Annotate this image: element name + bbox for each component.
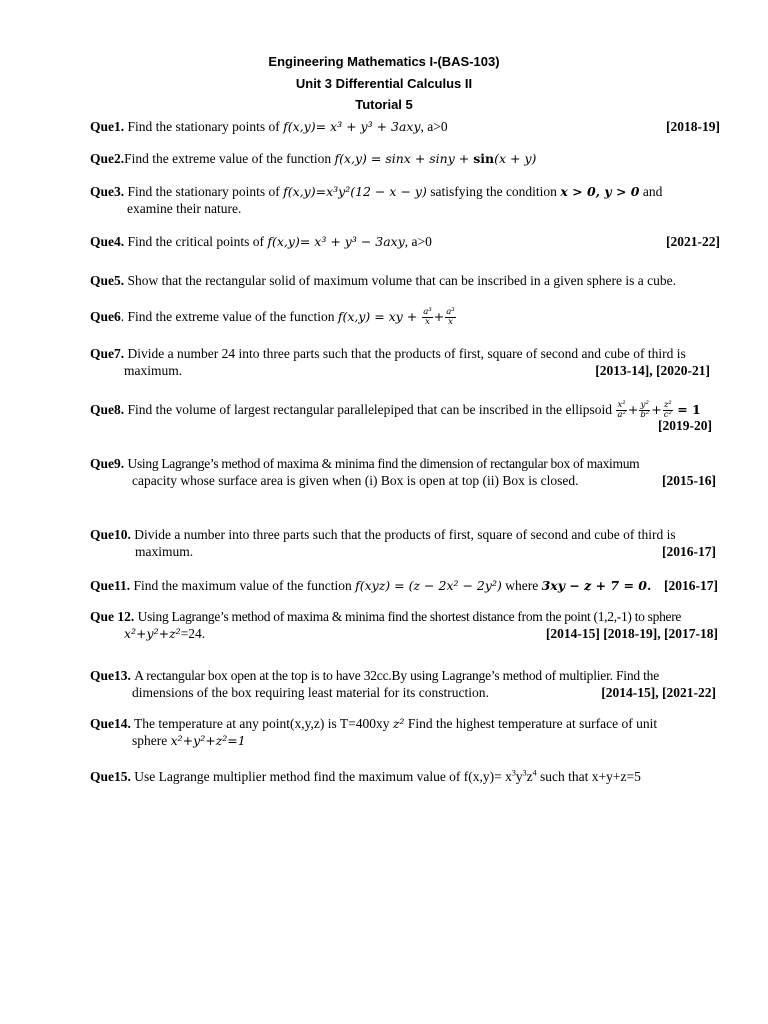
- question-text: Find the stationary points of: [127, 119, 280, 134]
- question-text: Find the stationary points of: [127, 184, 280, 199]
- question-text-after: Find the highest temperature at surface of unit: [404, 716, 658, 731]
- question-5: [90, 272, 720, 289]
- question-14: [90, 715, 720, 749]
- question-label: Que13.: [90, 668, 131, 683]
- question-label: Que6: [90, 309, 121, 324]
- question-math-after: (x + y): [494, 151, 537, 166]
- question-11: [90, 577, 720, 594]
- plus-sign: +: [433, 309, 445, 324]
- question-text: Using Lagrange’s method of maxima & minima find the shortest distance from the point (1,2,-1) to sphere: [137, 609, 682, 624]
- question-3: [90, 183, 720, 217]
- year-tag: [2014-15] [2018-19], [2017-18]: [545, 626, 718, 641]
- question-8: [90, 397, 720, 433]
- question-continuation: maximum.: [135, 544, 194, 559]
- fraction: $\frac{\text{x²}}{\text{a²}}$: [617, 400, 626, 421]
- tutorial-title: Tutorial 5: [355, 97, 413, 112]
- unit-title: Unit 3 Differential Calculus II: [295, 76, 473, 91]
- question-text: . Find the extreme value of the function: [120, 309, 335, 324]
- question-9: [90, 455, 720, 489]
- fraction: $\frac{\text{z²}}{\text{c²}}$: [663, 400, 672, 421]
- question-label: Que4.: [90, 234, 125, 249]
- question-math: f(x,y) = xy +: [337, 309, 422, 324]
- variable: z: [526, 769, 533, 784]
- question-label: Que 12.: [90, 609, 135, 624]
- question-text-after: , a>0: [404, 234, 432, 249]
- question-label: Que14.: [90, 716, 131, 731]
- sphere-equation-rest: =24.: [180, 626, 206, 641]
- question-13: [90, 667, 720, 701]
- question-label: Que5.: [90, 273, 125, 288]
- variable: y: [515, 769, 523, 784]
- question-text: Divide a number into three parts such that the products of first, square of second and cube of third is: [134, 527, 676, 542]
- question-label: Que15.: [90, 769, 131, 784]
- year-tag: [2013-14], [2020-21]: [595, 363, 710, 378]
- question-label: Que2.: [90, 151, 125, 166]
- year-tag: [2019-20]: [658, 418, 712, 433]
- exponent: 3: [511, 768, 516, 778]
- question-label: Que7.: [90, 346, 125, 361]
- question-2: [90, 150, 720, 167]
- course-title: Engineering Mathematics I-(BAS-103): [268, 54, 500, 69]
- year-tag: [2016-17]: [664, 578, 718, 593]
- exponent: 3: [522, 768, 527, 778]
- question-12: [90, 608, 720, 642]
- question-math-bold: sin: [473, 151, 495, 166]
- unit-sphere-equation: x²+y²+z²=1: [170, 733, 246, 748]
- question-text: Show that the rectangular solid of maximum volume that can be inscribed in a given sphere is a cube.: [127, 273, 676, 288]
- question-text-after: such that x+y+z=5: [536, 769, 641, 784]
- question-condition: x > 0, y > 0: [560, 184, 640, 199]
- question-text: The temperature at any point(x,y,z) is T=400xy: [134, 716, 390, 731]
- question-text-after: , a>0: [420, 119, 448, 134]
- question-label: Que10.: [90, 527, 131, 542]
- question-math: f(x,y)= x³ + y³ − 3axy: [267, 234, 405, 249]
- question-continuation: [90, 732, 720, 749]
- question-6: [90, 304, 720, 330]
- exponent: 4: [532, 768, 537, 778]
- question-continuation: maximum.: [124, 363, 183, 378]
- question-condition: 3xy − z + 7 = 0.: [541, 578, 652, 593]
- question-label: Que3.: [90, 184, 125, 199]
- question-text: Using Lagrange’s method of maxima & minima find the dimension of rectangular box of maximum: [127, 456, 640, 471]
- fraction: $\frac{\text{a³}}{x}$: [446, 307, 455, 328]
- question-10: [90, 526, 720, 560]
- question-text: Divide a number 24 into three parts such that the products of first, square of second and cube of third is: [127, 346, 686, 361]
- question-continuation: capacity whose surface area is given when (i) Box is open at top (ii) Box is closed.: [132, 473, 579, 488]
- question-text: Use Lagrange multiplier method find the maximum value of f(x,y)= x: [134, 769, 512, 784]
- question-text: Find the critical points of: [127, 234, 264, 249]
- question-text: A rectangular box open at the top is to have 32cc.By using Lagrange’s method of multiplier. Find the: [134, 668, 660, 683]
- question-text: Find the volume of largest rectangular parallelepiped that can be inscribed in the ellipsoid: [127, 402, 612, 417]
- fraction: $\frac{\text{a³}}{x}$: [423, 307, 432, 328]
- question-label: Que11.: [90, 578, 131, 593]
- question-continuation: dimensions of the box requiring least material for its construction.: [132, 685, 489, 700]
- question-math: f(xyz) = (z − 2x² − 2y²): [355, 578, 502, 593]
- question-math: z²: [392, 716, 405, 731]
- year-tag: [2018-19]: [666, 119, 720, 134]
- question-text-mid: satisfying the condition: [430, 184, 557, 199]
- question-continuation: examine their nature.: [127, 201, 242, 216]
- year-tag: [2021-22]: [666, 234, 720, 249]
- question-label: Que8.: [90, 402, 125, 417]
- question-text: Find the extreme value of the function: [124, 151, 332, 166]
- question-label: Que9.: [90, 456, 125, 471]
- question-4: [90, 233, 720, 250]
- year-tag: [2014-15], [2021-22]: [601, 685, 716, 700]
- plus-sign: +: [651, 402, 662, 417]
- question-text: Find the maximum value of the function: [133, 578, 352, 593]
- equals-one: = 1: [677, 402, 701, 417]
- question-text-end: and: [642, 184, 663, 199]
- year-tag: [2015-16]: [662, 473, 716, 488]
- question-math: f(x,y)= x³ + y³ + 3axy: [283, 119, 421, 134]
- plus-sign: +: [627, 402, 639, 417]
- question-math: f(x,y) = sinx + siny +: [334, 151, 474, 166]
- fraction: $\frac{\text{y²}}{\text{b²}}$: [640, 400, 650, 421]
- continuation-text: sphere: [132, 733, 168, 748]
- question-label: Que1.: [90, 119, 125, 134]
- question-7: [90, 345, 720, 379]
- question-math: f(x,y)=x³y²(12 − x − y): [283, 184, 427, 199]
- question-15: [90, 768, 720, 785]
- year-tag: [2016-17]: [662, 544, 716, 559]
- question-1: [90, 118, 720, 135]
- sphere-equation: x²+y²+z²: [124, 626, 181, 641]
- question-text-mid: where: [505, 578, 539, 593]
